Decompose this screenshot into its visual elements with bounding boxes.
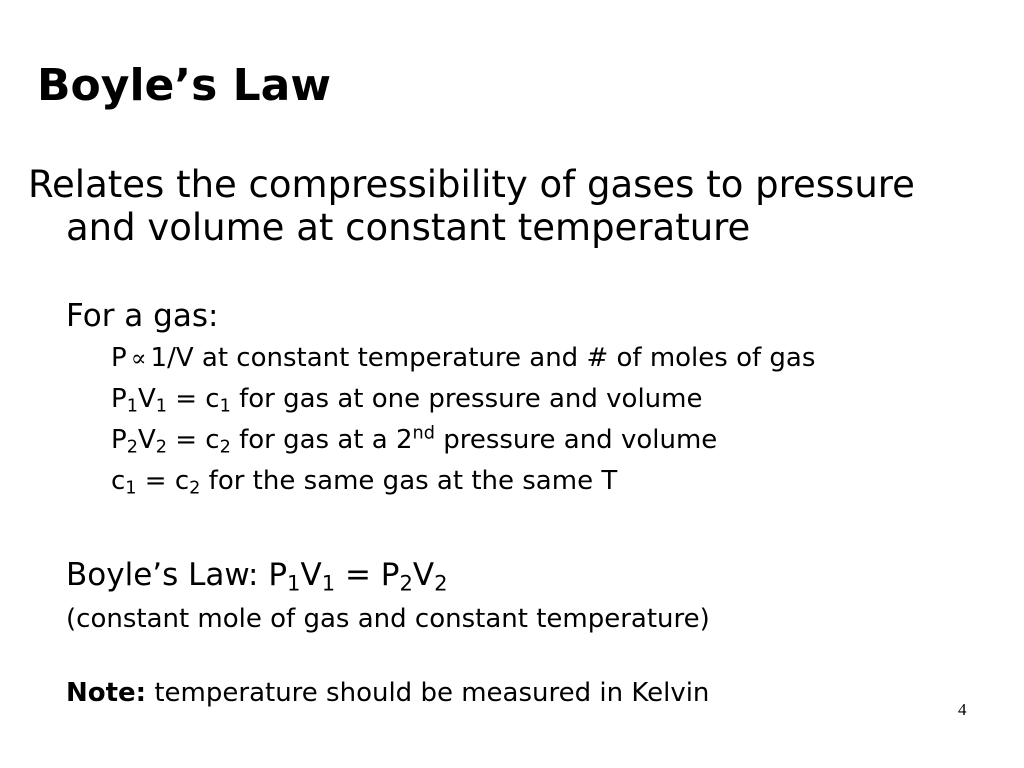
constant-conditions-note: (constant mole of gas and constant temperature) [66,604,710,634]
p2v2-text-2: pressure and volume [434,425,718,455]
c1c2-sub-1: 1 [125,478,137,499]
p2v2-v: V [137,425,156,455]
p1v1-sub-2: 1 [155,396,167,417]
slide-title: Boyle’s Law [37,60,331,111]
p1v1-text: for gas at one pressure and volume [230,384,703,414]
c1c2-line [111,464,617,498]
kelvin-note [66,676,709,710]
p2v2-superscript: nd [412,423,435,444]
pressure-symbol: P [111,343,127,373]
p2v2-text: for gas at a 2 [230,425,413,455]
p2v2-eq: = c [166,425,220,455]
note-label: Note: [66,678,147,708]
intro-bullet [28,163,1008,249]
page-number: 4 [958,700,967,719]
p1v1-eq: = c [166,384,220,414]
p1v1-sub-1: 1 [126,396,138,417]
proportional-symbol: ∝ [130,344,147,372]
p2v2-sub-1: 2 [126,437,138,458]
intro-line-1: Relates the compressibility of gases to pressure [28,163,915,206]
proportional-text: 1/V at constant temperature and # of moles of gas [150,343,816,373]
p1v1-v: V [137,384,156,414]
c1c2-c: c [111,466,126,496]
p2v2-sub-3: 2 [219,437,231,458]
for-a-gas-heading: For a gas: [66,298,219,334]
proportional-line [111,341,815,375]
boyle-sub-3: 2 [399,570,413,596]
p1v1-line [111,382,702,416]
c1c2-eq: = c [136,466,190,496]
boyle-v2: V [412,557,435,593]
intro-line-2: and volume at constant temperature [66,206,751,249]
p2v2-p: P [111,425,127,455]
note-text: temperature should be measured in Kelvin [146,678,710,708]
boyle-sub-2: 1 [321,570,336,596]
c1c2-text: for the same gas at the same T [200,466,618,496]
boyles-law-equation [66,555,448,595]
p2v2-sub-2: 2 [155,437,167,458]
p1v1-p: P [111,384,127,414]
c1c2-sub-2: 2 [189,478,201,499]
p1v1-sub-3: 1 [219,396,231,417]
boyle-sub-1: 1 [287,570,301,596]
p2v2-line [111,423,717,457]
boyle-v1: V [300,557,322,593]
boyle-eq: = P [335,557,400,593]
boyle-sub-4: 2 [434,570,448,596]
boyle-label: Boyle’s Law: P [66,557,288,593]
